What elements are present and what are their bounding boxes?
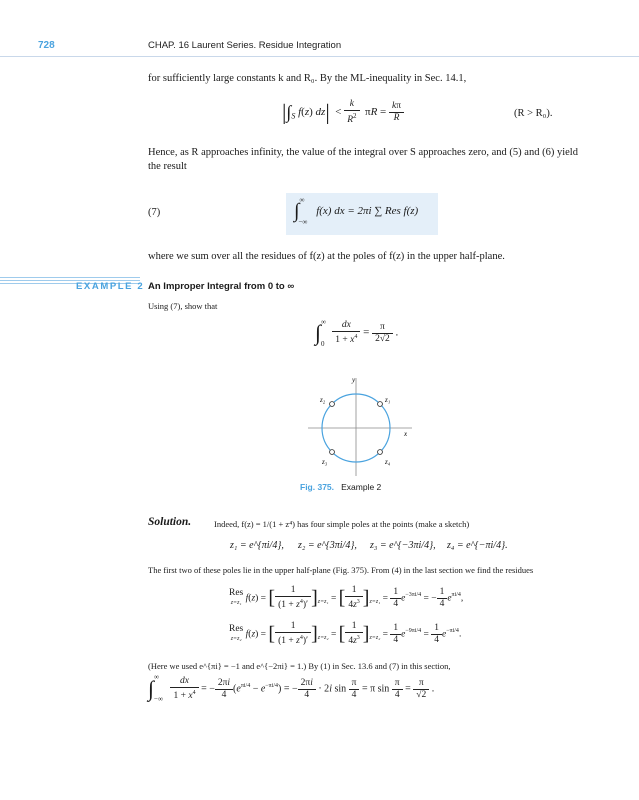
paragraph-residues: where we sum over all the residues of f(z) at the poles of f(z) in the upper half-plane. [148, 251, 505, 262]
z2-label: z₂ [320, 396, 326, 404]
pole-z2 [330, 402, 335, 407]
pole-1: z₁ = e^{πi/4}, [230, 540, 284, 551]
equation-7-body: f(x) dx = 2πi ∑ Res f(z) [316, 205, 419, 218]
equation-7-number: (7) [148, 207, 161, 218]
pole-z4 [378, 450, 383, 455]
ml-condition: (R > R₀). [514, 108, 553, 119]
paragraph-hence: Hence, as R approaches infinity, the value of the integral over S approaches zero, and (5) and (6) yield the result [148, 147, 578, 172]
example-integral: $\int^\infty_0$ $\frac{dx}{1 + x^4}$ = $\frac{\pi}{2√2}$ . [315, 317, 399, 348]
example-intro: Using (7), show that [148, 301, 218, 311]
pole-3: z₃ = e^{−3πi/4}, [370, 540, 436, 551]
pole-2: z₂ = e^{3πi/4}, [298, 540, 357, 551]
paragraph-upper-half: The first two of these poles lie in the upper half-plane (Fig. 375). From (4) in the last section we find the residues [148, 565, 534, 575]
z3-label: z₃ [322, 458, 328, 466]
pole-diagram [300, 372, 420, 478]
pole-4: z₄ = e^{−πi/4}. [447, 540, 508, 551]
example-label: EXAMPLE 2 [76, 281, 145, 292]
y-axis-label: y [352, 376, 356, 384]
ml-inequality: $|\int_S$ f(z) dz| < $\frac{k}{R^2}$ πR = $\frac{k\pi}{R}$ [282, 99, 404, 126]
z4-label: z₄ [385, 458, 391, 466]
pole-z3 [330, 450, 335, 455]
solution-label: Solution. [148, 516, 192, 528]
figure-caption-text: Example 2 [341, 482, 382, 492]
pole-z1 [378, 402, 383, 407]
solution-text: Indeed, f(z) = 1/(1 + z⁴) has four simple poles at the points (make a sketch) [214, 519, 470, 529]
header-rule [0, 56, 639, 57]
chapter-title: CHAP. 16 Laurent Series. Residue Integration [148, 40, 342, 51]
page-number: 728 [38, 40, 55, 51]
running-header [0, 40, 639, 56]
z1-label: z₁ [385, 396, 391, 404]
residue-z2: Res z=z₂ f(z) = [ $\frac{1}{(1 + z^4)'}$ ]$_{z=z_2}$ = [ $\frac{1}{4z^3}$ ]$_{z=z_2}$ = $\frac{1}{4}$ $e^{-9\pi i/4}$ = $\frac{1}{4}$ $e^{-\pi i/4}$. [229, 621, 462, 647]
residue-z1: Res z=z₁ f(z) = [ $\frac{1}{(1 + z^4)'}$ ]$_{z=z_1}$ = [ $\frac{1}{4z^3}$ ]$_{z=z_1}$ = $\frac{1}{4}$ $e^{-3\pi i/4}$ = − $\frac{1}{4}$ $e^{\pi i/4}$, [229, 585, 464, 611]
equation-7: $\int^\infty_{-\infty}$ f(x) dx = 2πi ∑ Res f(z) [294, 196, 419, 227]
example-title: An Improper Integral from 0 to ∞ [148, 281, 295, 292]
paragraph-here-we-used: (Here we used e^{πi} = −1 and e^{−2πi} = 1.) By (1) in Sec. 13.6 and (7) in this section, [148, 661, 451, 671]
figure-caption [300, 482, 381, 492]
x-axis-label: x [404, 430, 408, 438]
figure-label: Fig. 375. [300, 482, 335, 492]
final-integral: $\int^\infty_{-\infty}$ $\frac{dx}{1 + x^4}$ = − $\frac{2\pi i}{4}$ $(e^{\pi i/4} - e^{-\pi i/4})$ = − $\frac{2\pi i}{4}$ · 2i sin $\frac{\pi}{4}$ = π sin $\frac{\pi}{4}$ = $\frac{\pi}{√2}$ . [148, 673, 435, 704]
paragraph-ml: for sufficiently large constants k and R₀. By the ML-inequality in Sec. 14.1, [148, 73, 467, 84]
